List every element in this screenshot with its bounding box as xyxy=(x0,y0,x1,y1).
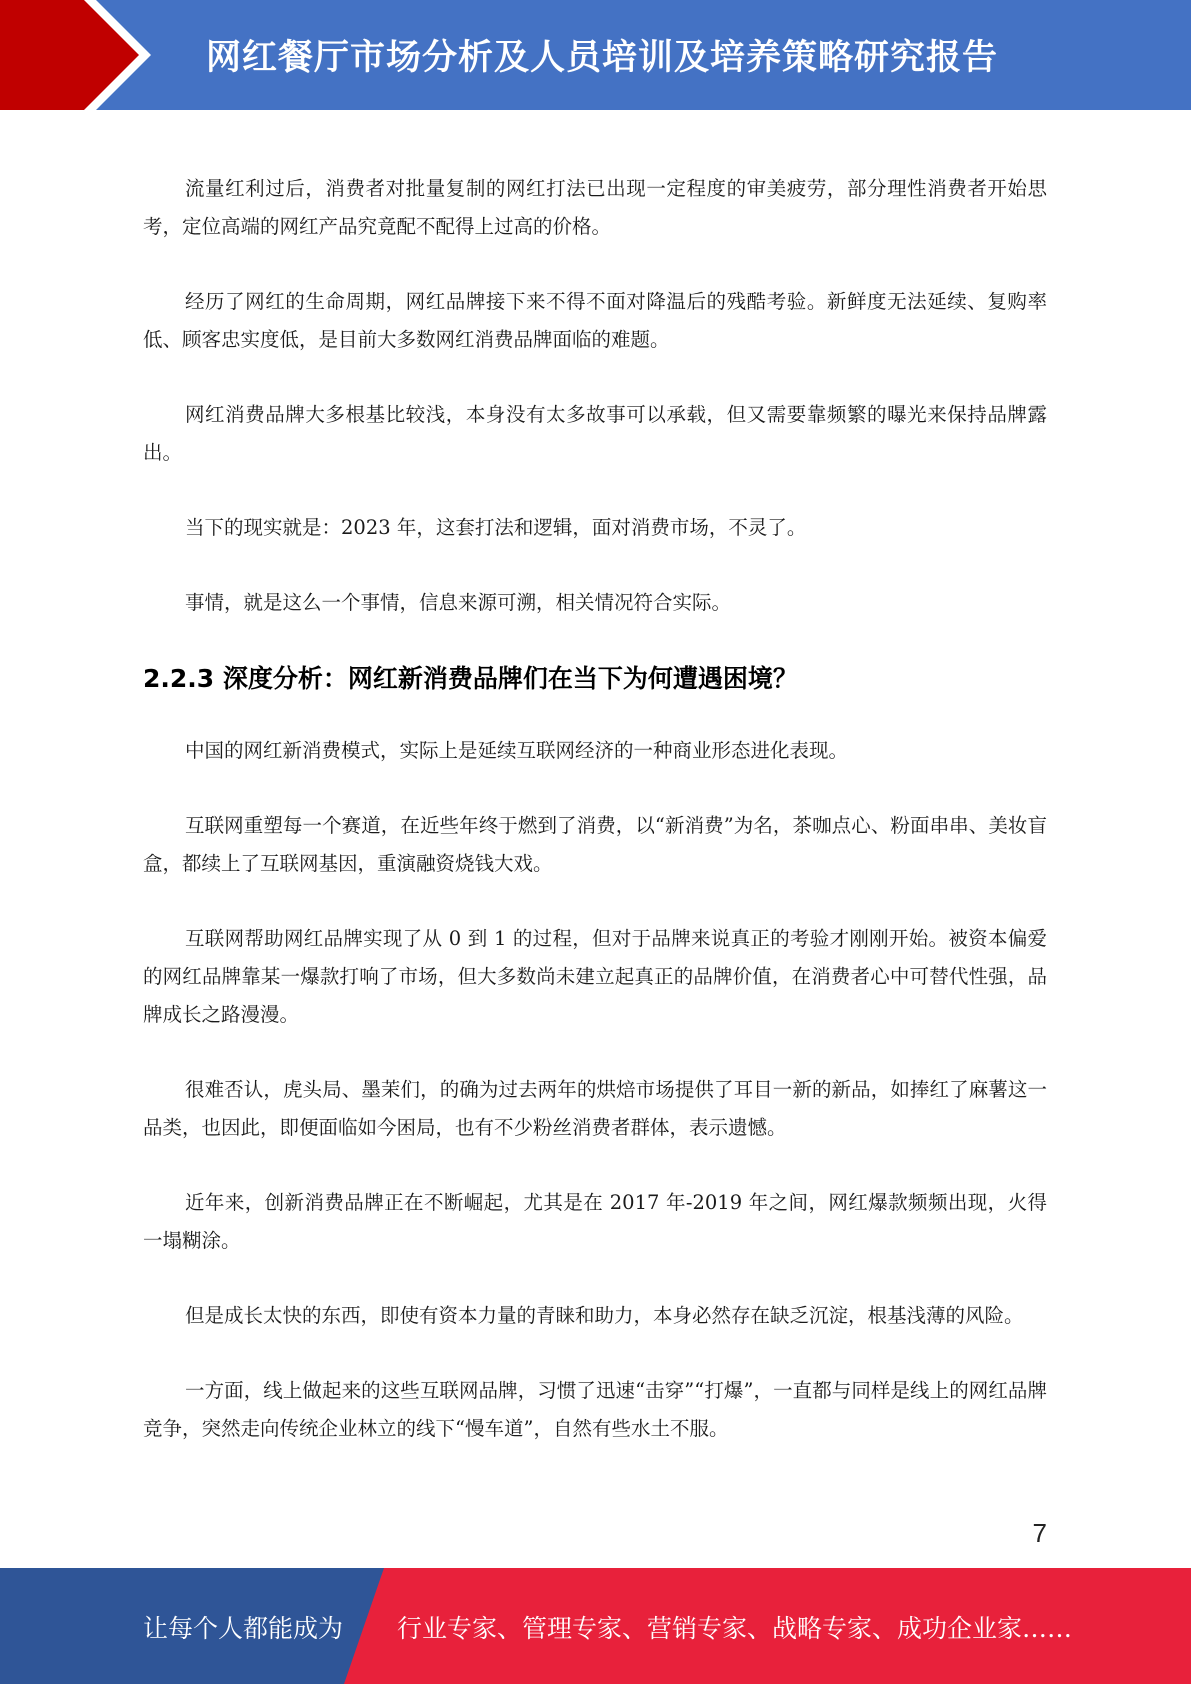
paragraph: 中国的网红新消费模式，实际上是延续互联网经济的一种商业形态进化表现。 xyxy=(185,739,849,762)
paragraph: 当下的现实就是：2023 年，这套打法和逻辑，面对消费市场，不灵了。 xyxy=(185,516,807,539)
paragraph: 近年来，创新消费品牌正在不断崛起，尤其是在 2017 年-2019 年之间，网红爆款频频出现，火得一塌糊涂。 xyxy=(143,1191,1047,1252)
paragraph: 互联网帮助网红品牌实现了从 0 到 1 的过程，但对于品牌来说真正的考验才刚刚开始。被资本偏爱的网红品牌靠某一爆款打响了市场，但大多数尚未建立起真正的品牌价值，在消费者心中可替代性强，品牌成长之路漫漫。 xyxy=(143,927,1047,1026)
page-number: 7 xyxy=(1032,1518,1047,1548)
page-footer xyxy=(0,1568,1191,1684)
paragraph: 网红消费品牌大多根基比较浅，本身没有太多故事可以承载，但又需要靠频繁的曝光来保持品牌露出。 xyxy=(143,403,1047,464)
paragraph: 互联网重塑每一个赛道，在近些年终于燃到了消费，以“新消费”为名，茶咖点心、粉面串串、美妆盲盒，都续上了互联网基因，重演融资烧钱大戏。 xyxy=(143,814,1047,875)
footer-slogan-lead: 让每个人都能成为 xyxy=(143,1614,344,1643)
document-body xyxy=(143,170,1047,1448)
footer-slogan-roles: 行业专家、管理专家、营销专家、战略专家、成功企业家…… xyxy=(397,1614,1073,1643)
report-title: 网红餐厅市场分析及人员培训及培养策略研究报告 xyxy=(206,38,999,78)
paragraph: 事情，就是这么一个事情，信息来源可溯，相关情况符合实际。 xyxy=(185,591,732,614)
paragraph: 经历了网红的生命周期，网红品牌接下来不得不面对降温后的残酷考验。新鲜度无法延续、复购率低、顾客忠实度低，是目前大多数网红消费品牌面临的难题。 xyxy=(143,290,1047,351)
page-header xyxy=(0,0,1191,110)
paragraph: 但是成长太快的东西，即使有资本力量的青睐和助力，本身必然存在缺乏沉淀，根基浅薄的风险。 xyxy=(185,1304,1024,1327)
paragraph: 很难否认，虎头局、墨茉们，的确为过去两年的烘焙市场提供了耳目一新的新品，如捧红了麻薯这一品类，也因此，即便面临如今困局，也有不少粉丝消费者群体，表示遗憾。 xyxy=(143,1078,1047,1139)
paragraph: 流量红利过后，消费者对批量复制的网红打法已出现一定程度的审美疲劳，部分理性消费者开始思考，定位高端的网红产品究竟配不配得上过高的价格。 xyxy=(143,177,1047,238)
section-heading: 2.2.3 深度分析：网红新消费品牌们在当下为何遭遇困境？ xyxy=(143,664,798,693)
paragraph: 一方面，线上做起来的这些互联网品牌，习惯了迅速“击穿”“打爆”，一直都与同样是线上的网红品牌竞争，突然走向传统企业林立的线下“慢车道”，自然有些水土不服。 xyxy=(143,1379,1047,1440)
